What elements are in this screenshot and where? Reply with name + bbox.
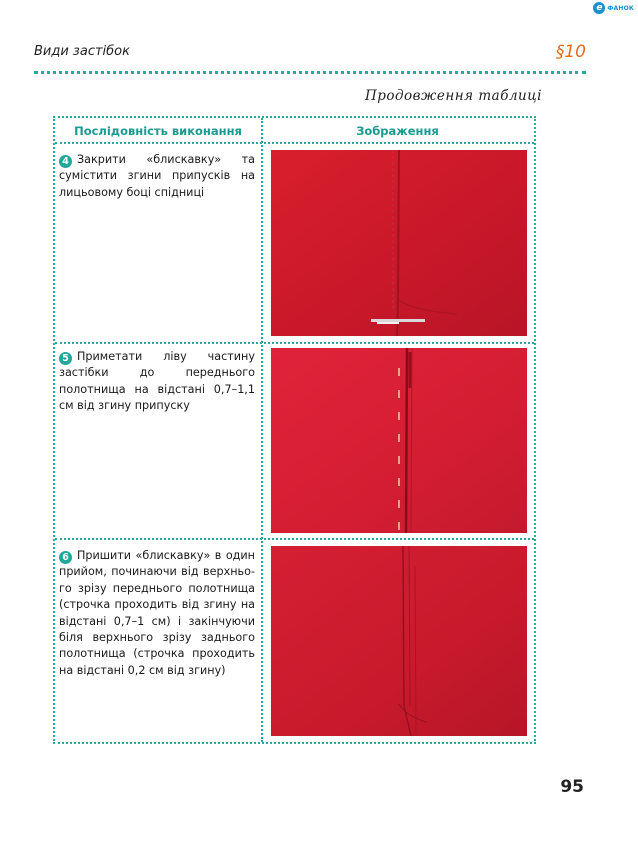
page-header xyxy=(34,42,586,64)
header-row-divider xyxy=(55,142,534,144)
step-number-badge: 5 xyxy=(59,352,72,365)
logo-text: ФАНОК xyxy=(607,4,634,12)
instruction-table xyxy=(53,116,536,744)
step-number-badge: 6 xyxy=(59,551,72,564)
header-dotted-divider xyxy=(34,71,586,74)
column-divider xyxy=(261,118,263,742)
logo-e-icon: e xyxy=(593,2,605,14)
continuation-label: Продовження таблиці xyxy=(364,88,542,104)
step-5-text xyxy=(59,349,255,415)
step-4-text xyxy=(59,152,255,201)
step-6-description: Пришити «блискавку» в один прийом, починаючи від верхнього зрізу переднього полотнища (строчка проходить від згину на відстані 0,7–1 см) і закінчуючи біля верхнього зрізу заднього полотнища (строчка проходить на відстані 0,2 см від згину) xyxy=(59,549,255,677)
column-header-sequence: Послідовність виконання xyxy=(74,124,242,138)
step-4-description: Закрити «блискавку» та сумістити згини припусків на лицьовому боці спідниці xyxy=(59,153,255,199)
column-header-image: Зображення xyxy=(356,124,439,138)
red-fabric-sewn-zipper-photo xyxy=(271,546,527,736)
step-6-text xyxy=(59,548,255,679)
publisher-logo xyxy=(593,2,634,14)
page-number: 95 xyxy=(560,777,584,797)
red-fabric-closed-zipper-photo xyxy=(271,150,527,336)
row-divider xyxy=(55,538,534,540)
section-number: §10 xyxy=(555,42,586,62)
step-number-badge: 4 xyxy=(59,155,72,168)
red-fabric-basted-zipper-photo xyxy=(271,348,527,533)
row-divider xyxy=(55,342,534,344)
step-5-description: Приметати ліву частину застібки до переднього полотнища на відстані 0,7–1,1 см від згину припуску xyxy=(59,350,255,413)
section-title: Види застібок xyxy=(34,44,130,59)
